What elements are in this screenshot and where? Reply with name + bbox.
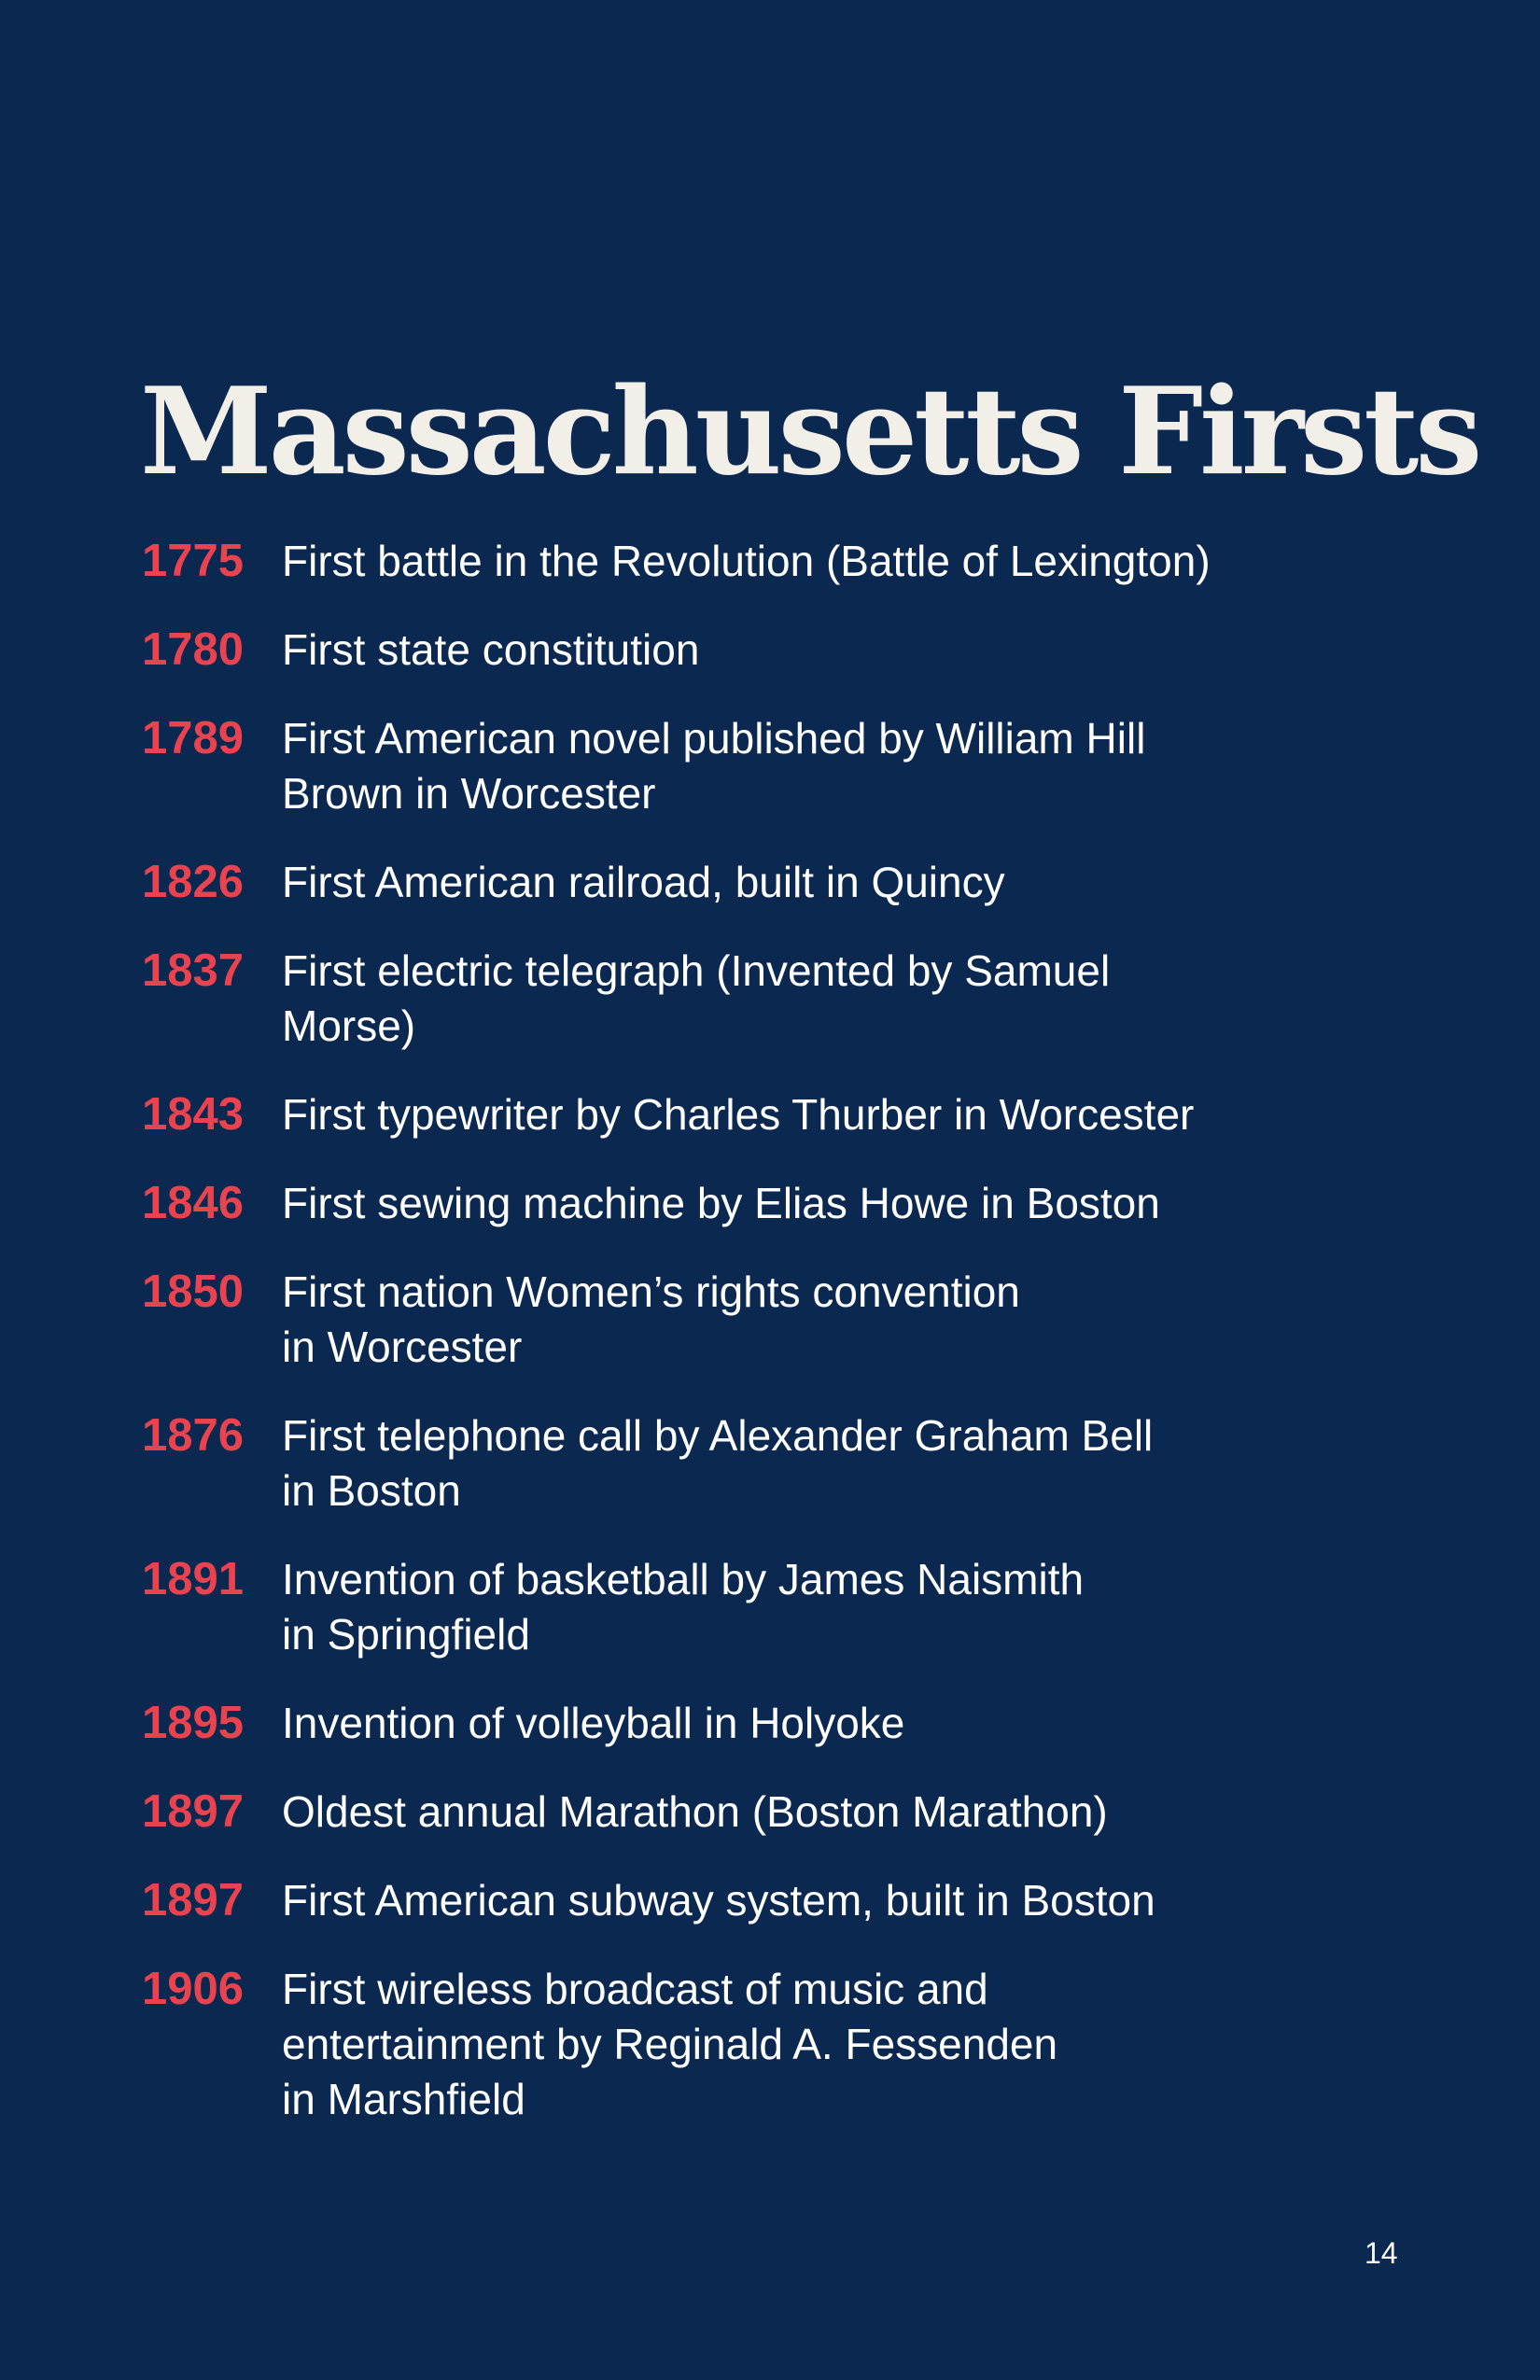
entry-description: First American railroad, built in Quincy xyxy=(282,858,1005,906)
entry-year: 1843 xyxy=(142,1089,245,1140)
entry-description: Invention of volleyball in Holyoke xyxy=(282,1699,905,1747)
entry-description: Invention of basketball by James Naismith in Springfield xyxy=(282,1555,1085,1659)
entry-year: 1895 xyxy=(142,1698,245,1748)
entry-description: First wireless broadcast of music and entertainment by Reginald A. Fessenden in Marshfield xyxy=(282,1965,1058,2123)
timeline-entry xyxy=(142,1087,1281,1142)
entry-year: 1876 xyxy=(142,1410,245,1461)
entry-year: 1897 xyxy=(142,1786,245,1837)
entry-description: First telephone call by Alexander Graham Bell in Boston xyxy=(282,1411,1154,1515)
entry-year: 1906 xyxy=(142,1964,245,2014)
entry-year: 1775 xyxy=(142,536,245,586)
firsts-timeline xyxy=(142,534,1281,2161)
timeline-entry xyxy=(142,944,1281,1054)
entry-year: 1837 xyxy=(142,945,245,996)
timeline-entry xyxy=(142,1696,1281,1751)
entry-description: Oldest annual Marathon (Boston Marathon) xyxy=(282,1787,1108,1836)
entry-year: 1780 xyxy=(142,624,245,675)
entry-year: 1891 xyxy=(142,1554,245,1604)
timeline-entry xyxy=(142,1408,1281,1519)
entry-description: First electric telegraph (Invented by Samuel Morse) xyxy=(282,946,1111,1050)
entry-year: 1897 xyxy=(142,1875,245,1925)
timeline-entry xyxy=(142,1785,1281,1840)
entry-description: First American novel published by William Hill Brown in Worcester xyxy=(282,714,1146,818)
timeline-entry xyxy=(142,1265,1281,1375)
timeline-entry xyxy=(142,1962,1281,2127)
timeline-entry xyxy=(142,534,1281,589)
timeline-entry xyxy=(142,1873,1281,1928)
timeline-entry xyxy=(142,623,1281,678)
timeline-entry xyxy=(142,1552,1281,1662)
timeline-entry xyxy=(142,1176,1281,1231)
entry-description: First battle in the Revolution (Battle of Lexington) xyxy=(282,537,1211,585)
entry-year: 1789 xyxy=(142,713,245,763)
entry-description: First sewing machine by Elias Howe in Boston xyxy=(282,1179,1160,1227)
entry-description: First nation Women’s rights convention in Worcester xyxy=(282,1267,1020,1371)
page-title: Massachusetts Firsts xyxy=(140,362,1479,502)
entry-description: First state constitution xyxy=(282,625,700,674)
entry-year: 1826 xyxy=(142,857,245,907)
entry-year: 1846 xyxy=(142,1178,245,1228)
entry-year: 1850 xyxy=(142,1267,245,1317)
entry-description: First typewriter by Charles Thurber in Worcester xyxy=(282,1090,1195,1139)
page-number: 14 xyxy=(1365,2236,1398,2270)
timeline-entry xyxy=(142,855,1281,910)
timeline-entry xyxy=(142,711,1281,821)
entry-description: First American subway system, built in Boston xyxy=(282,1876,1155,1925)
